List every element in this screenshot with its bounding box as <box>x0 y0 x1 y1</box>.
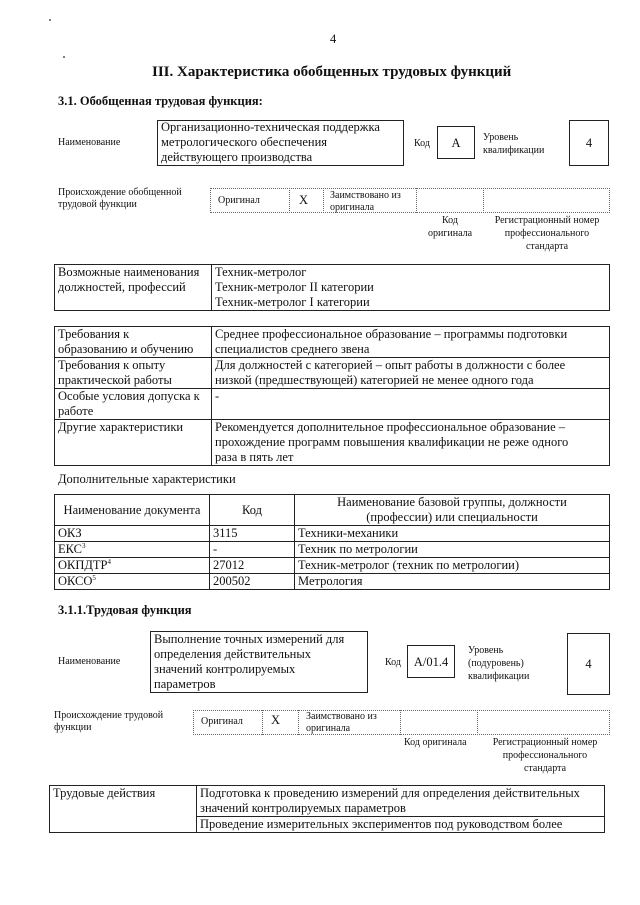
doc-name: ЕКС <box>58 542 82 556</box>
position-item: Техник-метролог I категории <box>215 295 370 309</box>
table-row <box>55 542 610 558</box>
requirement-value <box>212 389 610 420</box>
gtf-code: А <box>451 136 461 150</box>
tf-code-box <box>407 645 455 678</box>
requirement-label-line: Требования к <box>58 327 130 341</box>
tf-origin-label: функции <box>54 722 92 733</box>
requirement-value-line: специалистов среднего звена <box>215 342 370 356</box>
tf-name-line: значений контролируемых <box>154 662 296 676</box>
requirement-value-line: Среднее профессиональное образование – программы подготовки <box>215 327 568 341</box>
gtf-code-box <box>437 126 475 159</box>
gtf-origin-label: Происхождение обобщенной <box>58 187 182 198</box>
gtf-reg-number: Регистрационный номер <box>494 215 600 226</box>
gtf-borrowed-label: оригинала <box>330 202 375 213</box>
requirement-value <box>212 358 610 389</box>
footnote-mark: 4 <box>107 557 112 566</box>
gtf-code-original: Код <box>442 215 458 226</box>
group-cell: Техник по метрологии <box>295 542 610 558</box>
tf-reg-number: стандарта <box>523 763 567 774</box>
code-cell: 27012 <box>210 558 295 574</box>
gtf-origin-label: трудовой функции <box>58 199 137 210</box>
requirement-label <box>55 327 212 358</box>
divider <box>298 710 300 735</box>
additional-title: Дополнительные характеристики <box>58 472 236 486</box>
header-doc: Наименование документа <box>55 495 210 526</box>
group-cell: Метрология <box>295 574 610 590</box>
tf-name-line: Выполнение точных измерений для <box>154 632 345 646</box>
tf-origin-label: Происхождение трудовой <box>54 710 164 721</box>
requirement-value-line: прохождение программ повышения квалификации не реже одного <box>215 435 569 449</box>
doc-cell <box>55 526 210 542</box>
footnote-mark: 3 <box>82 541 86 550</box>
requirement-value-line: - <box>215 389 220 403</box>
positions-values <box>212 265 610 311</box>
gtf-reg-number: стандарта <box>525 241 569 252</box>
gtf-borrowed-label: Заимствовано из <box>330 190 401 201</box>
tf-level-label: (подуровень) <box>468 658 524 669</box>
table-row <box>55 558 610 574</box>
code-cell: - <box>210 542 295 558</box>
gtf-name-line: действующего производства <box>161 150 313 164</box>
requirement-row <box>55 327 610 358</box>
scan-speck <box>49 19 51 21</box>
doc-cell <box>55 542 210 558</box>
labor-action-line: Подготовка к проведению измерений для определения действительных <box>200 786 580 800</box>
doc-cell <box>55 558 210 574</box>
tf-name-label: Наименование <box>58 656 121 667</box>
gtf-name-label: Наименование <box>58 137 121 148</box>
tf-code: А/01.4 <box>413 655 449 669</box>
tf-level-box <box>567 633 610 695</box>
header-code: Код <box>210 495 295 526</box>
tf-borrowed-label: Заимствовано из <box>306 711 377 722</box>
section-title: III. Характеристика обобщенных трудовых функций <box>152 64 512 80</box>
tf-original-label: Оригинал <box>201 716 243 727</box>
labor-action-item <box>197 817 605 833</box>
tf-level-label: квалификации <box>468 671 530 682</box>
doc-name: ОКПДТР <box>58 558 108 572</box>
position-item: Техник-метролог II категории <box>215 280 374 294</box>
divider <box>477 710 479 735</box>
scan-speck <box>63 56 65 58</box>
requirement-value <box>212 420 610 466</box>
tf-borrowed-label: оригинала <box>306 723 351 734</box>
tf-name-line: определения действительных <box>154 647 312 661</box>
requirement-label <box>55 389 212 420</box>
requirement-value-line: Рекомендуется дополнительное профессиональное образование – <box>215 420 566 434</box>
header-group-line: Наименование базовой группы, должности <box>337 495 567 509</box>
positions-label-line: Возможные наименования <box>58 265 200 279</box>
doc-name: ОКСО <box>58 574 93 588</box>
gtf-name-line: Организационно-техническая поддержка <box>161 120 380 134</box>
doc-name: ОКЗ <box>58 526 82 540</box>
requirement-value-line: Для должностей с категорией – опыт работы в должности с более <box>215 358 566 372</box>
code-cell: 200502 <box>210 574 295 590</box>
requirement-value-line: раза в пять лет <box>215 450 294 464</box>
gtf-original-label: Оригинал <box>218 195 260 206</box>
requirement-row <box>55 358 610 389</box>
code-cell: 3115 <box>210 526 295 542</box>
divider <box>416 188 418 213</box>
labor-action-item <box>197 786 605 817</box>
divider <box>289 188 291 213</box>
requirement-row <box>55 389 610 420</box>
labor-actions-label: Трудовые действия <box>50 786 197 833</box>
requirement-label-line: Особые условия допуска к <box>58 389 200 403</box>
table-row <box>55 526 610 542</box>
header-group <box>295 495 610 526</box>
divider <box>400 710 402 735</box>
gtf-origin-strip <box>210 188 610 213</box>
positions-table <box>54 264 610 311</box>
requirement-label-line: Другие характеристики <box>58 420 184 434</box>
requirement-label-line: образованию и обучению <box>58 342 194 356</box>
group-cell: Техники-механики <box>295 526 610 542</box>
requirement-label-line: работе <box>58 404 94 418</box>
requirement-label <box>55 358 212 389</box>
tf-original-mark: X <box>271 713 281 727</box>
gtf-level-label: Уровень <box>483 132 519 143</box>
table-row <box>55 574 610 590</box>
labor-action-line: значений контролируемых параметров <box>200 801 406 815</box>
gtf-level-label: квалификации <box>483 145 545 156</box>
gtf-level-box <box>569 120 609 166</box>
requirement-label-line: практической работы <box>58 373 172 387</box>
page-number: 4 <box>330 32 337 46</box>
requirement-label <box>55 420 212 466</box>
requirement-label-line: Требования к опыту <box>58 358 166 372</box>
tf-level: 4 <box>585 657 592 671</box>
gtf-name-line: метрологического обеспечения <box>161 135 328 149</box>
footnote-mark: 5 <box>92 573 96 582</box>
labor-action-line: Проведение измерительных экспериментов под руководством более <box>200 817 563 831</box>
gtf-heading: 3.1. Обобщенная трудовая функция: <box>58 94 263 108</box>
tf-name-line: параметров <box>154 677 216 691</box>
requirement-value-line: низкой (предшествующей) категорией не менее одного года <box>215 373 534 387</box>
gtf-original-mark: X <box>299 193 309 207</box>
requirements-table <box>54 326 610 466</box>
group-cell: Техник-метролог (техник по метрологии) <box>295 558 610 574</box>
labor-actions-table <box>49 785 605 833</box>
gtf-reg-number: профессионального <box>504 228 590 239</box>
header-group-line: (профессии) или специальности <box>366 510 538 524</box>
gtf-level: 4 <box>585 136 593 150</box>
tf-code-label: Код <box>385 657 401 668</box>
tf-name-box <box>150 631 368 693</box>
gtf-code-label: Код <box>414 138 430 149</box>
tf-heading: 3.1.1.Трудовая функция <box>58 603 192 617</box>
table-row <box>50 786 605 817</box>
positions-label-line: должностей, профессий <box>58 280 186 294</box>
divider <box>262 710 264 735</box>
position-item: Техник-метролог <box>215 265 307 279</box>
tf-reg-number: Регистрационный номер <box>492 737 598 748</box>
tf-reg-number: профессионального <box>502 750 588 761</box>
requirement-row <box>55 420 610 466</box>
additional-table <box>54 494 610 590</box>
doc-cell <box>55 574 210 590</box>
gtf-name-box <box>157 120 404 166</box>
divider <box>323 188 325 213</box>
divider <box>483 188 485 213</box>
tf-level-label: Уровень <box>468 645 504 656</box>
tf-code-original: Код оригинала <box>404 737 467 748</box>
gtf-code-original: оригинала <box>427 228 473 239</box>
positions-label <box>55 265 212 311</box>
additional-header-row <box>55 495 610 526</box>
requirement-value <box>212 327 610 358</box>
